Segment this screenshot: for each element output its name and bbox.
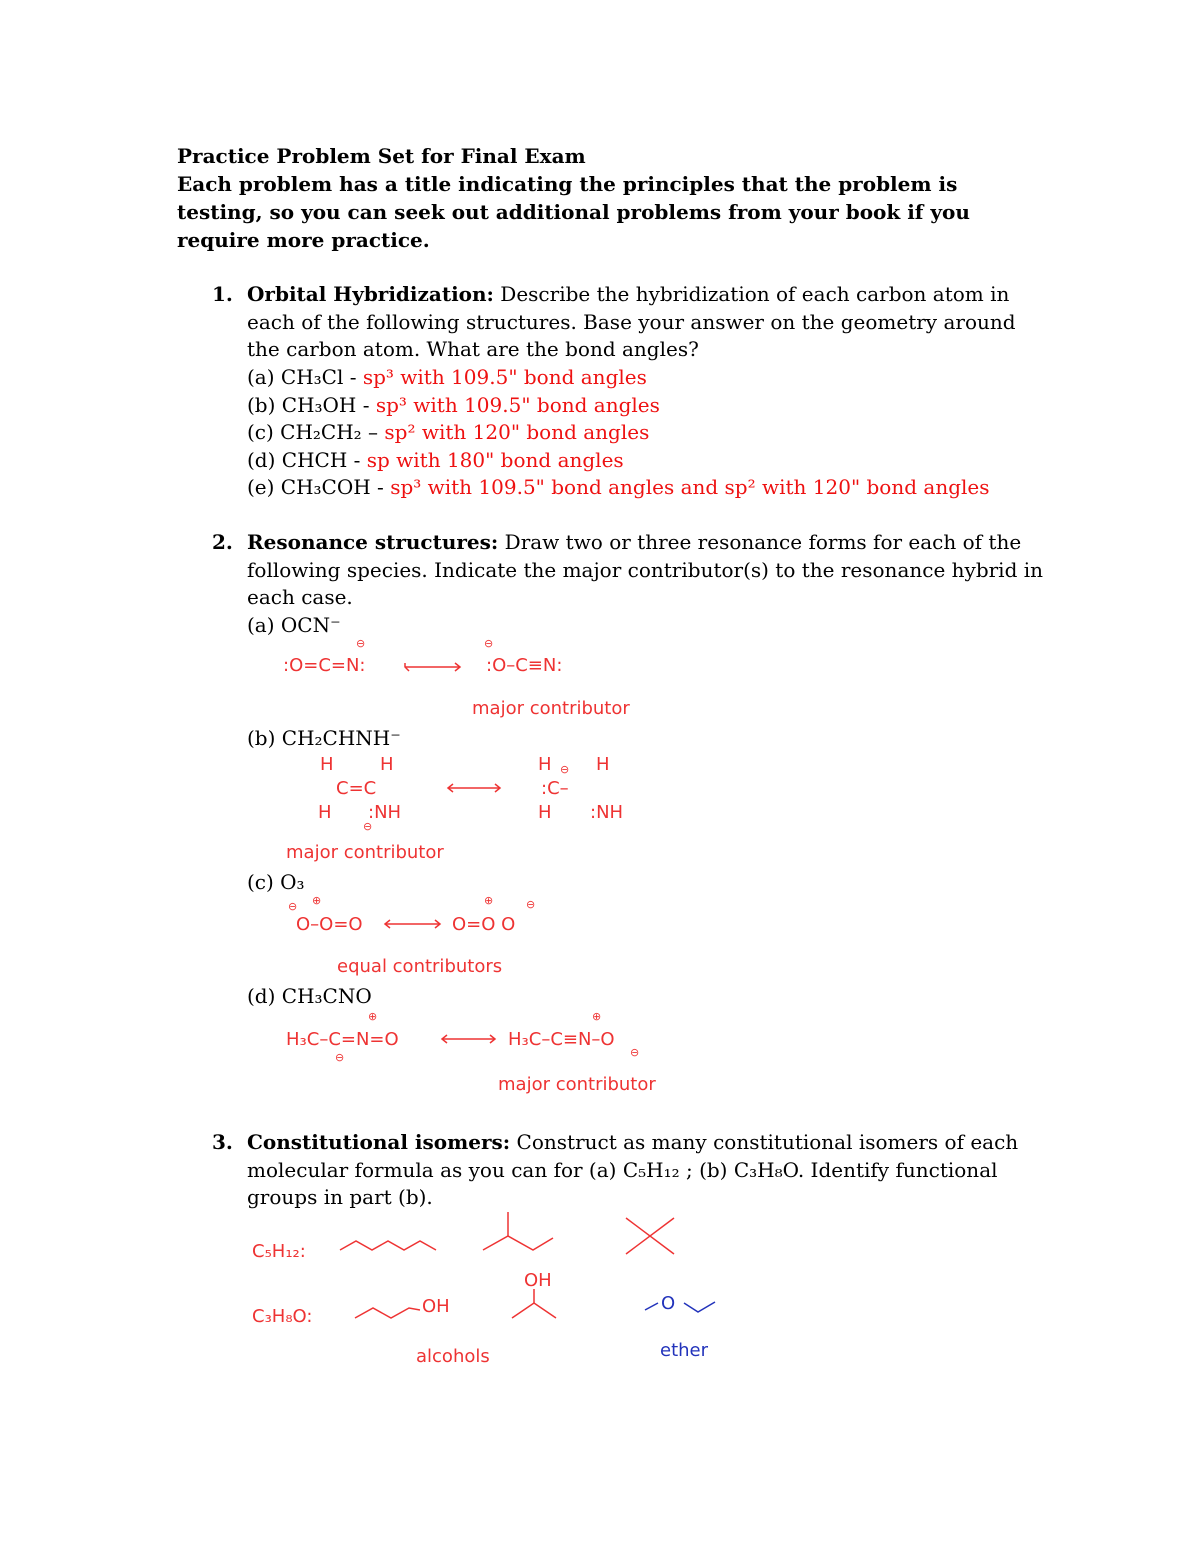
q2d-charge: ⊖ <box>335 1051 345 1064</box>
q2d-label: (d) CH₃CNO <box>247 984 372 1008</box>
c5h12-label: C₅H₁₂: <box>252 1241 306 1262</box>
q2c-right-structure: O=O O <box>452 914 516 935</box>
q2d-charge: ⊖ <box>630 1046 640 1059</box>
pentane <box>340 1241 436 1250</box>
q2b-cc: C=C <box>336 778 377 799</box>
oh-label: OH <box>524 1270 552 1291</box>
q1-item: (a) CH₃Cl - sp³ with 109.5" bond angles <box>247 365 647 389</box>
q2a-charge: ⊖ <box>484 637 494 650</box>
oh-label: OH <box>422 1296 450 1317</box>
q2d-charge: ⊕ <box>592 1010 602 1023</box>
q3-heading: Constitutional isomers: <box>247 1130 511 1154</box>
q1-prompt: Describe the hybridization of each carbon atom in each of the following structures. Base your answer on the geometry around the carbon atom. What are the bond angles? <box>247 282 1016 361</box>
intro-text: Each problem has a title indicating the principles that the problem is testing, so you can seek out additional problems from your book if you require more practice. <box>177 172 970 252</box>
q2b-nh: :NH <box>368 802 402 823</box>
q2-number: 2. <box>212 530 233 554</box>
q1-item: (e) CH₃COH - sp³ with 109.5" bond angles and sp² with 120" bond angles <box>247 475 990 499</box>
q2d-note: major contributor <box>498 1074 656 1095</box>
q2a-charge: ⊖ <box>356 637 366 650</box>
q2b-h: H <box>320 754 334 775</box>
q1-number: 1. <box>212 282 233 306</box>
q2-heading: Resonance structures: <box>247 530 499 554</box>
q2b-h: H <box>538 754 552 775</box>
q2c-charge: ⊕ <box>312 894 322 907</box>
q2b-label: (b) CH₂CHNH⁻ <box>247 726 401 750</box>
q2-prompt: Draw two or three resonance forms for each of the following species. Indicate the major contributor(s) to the resonance hybrid in each case. <box>247 530 1044 609</box>
q2b-h: H <box>538 802 552 823</box>
q2a-right-structure: :O–C≡N: <box>486 655 563 676</box>
q1-item: (d) CHCH - sp with 180" bond angles <box>247 447 624 472</box>
ether-label: ether <box>660 1340 709 1361</box>
ether-oxygen: O <box>661 1293 676 1314</box>
q2d-left-structure: H₃C–C=N=O <box>286 1029 399 1050</box>
q2b-h: H <box>318 802 332 823</box>
q2b-note: major contributor <box>286 842 444 863</box>
isopentane <box>483 1236 553 1250</box>
q2c-charge: ⊖ <box>526 898 536 911</box>
q3-prompt: Construct as many constitutional isomers of each molecular formula as you can for (a) C₅H₁₂ ; (b) C₃H₈O. Identify functional groups in part (b). <box>247 1130 1019 1209</box>
q2b-c: :C– <box>541 778 569 799</box>
alcohols-label: alcohols <box>416 1346 490 1367</box>
q3-number: 3. <box>212 1130 233 1154</box>
q2c-label: (c) O₃ <box>247 870 305 894</box>
q2c-left-structure: O–O=O <box>296 914 363 935</box>
isopropanol <box>512 1303 556 1318</box>
page-title: Practice Problem Set for Final Exam <box>177 144 586 168</box>
q2a-label: (a) OCN⁻ <box>247 613 341 637</box>
q2c-charge: ⊖ <box>288 900 298 913</box>
q1-item: (b) CH₃OH - sp³ with 109.5" bond angles <box>247 392 660 417</box>
propanol <box>355 1308 420 1318</box>
q1-item: (c) CH₂CH₂ – sp² with 120" bond angles <box>247 420 650 444</box>
q2b-charge: ⊖ <box>363 820 373 833</box>
ether-structure <box>645 1302 715 1312</box>
c3h8o-label: C₃H₈O: <box>252 1306 313 1327</box>
q2a-note: major contributor <box>472 698 630 719</box>
q2b-nh: :NH <box>590 802 624 823</box>
q2b-h: H <box>596 754 610 775</box>
q2d-right-structure: H₃C–C≡N–O <box>508 1029 615 1050</box>
q2b-charge: ⊖ <box>560 763 570 776</box>
q2a-left-structure: :O=C=N: <box>283 655 366 676</box>
q1-heading: Orbital Hybridization: <box>247 282 494 306</box>
q2c-note: equal contributors <box>337 956 503 977</box>
q2c-charge: ⊕ <box>484 894 494 907</box>
q2b-h: H <box>380 754 394 775</box>
q2d-charge: ⊕ <box>368 1010 378 1023</box>
